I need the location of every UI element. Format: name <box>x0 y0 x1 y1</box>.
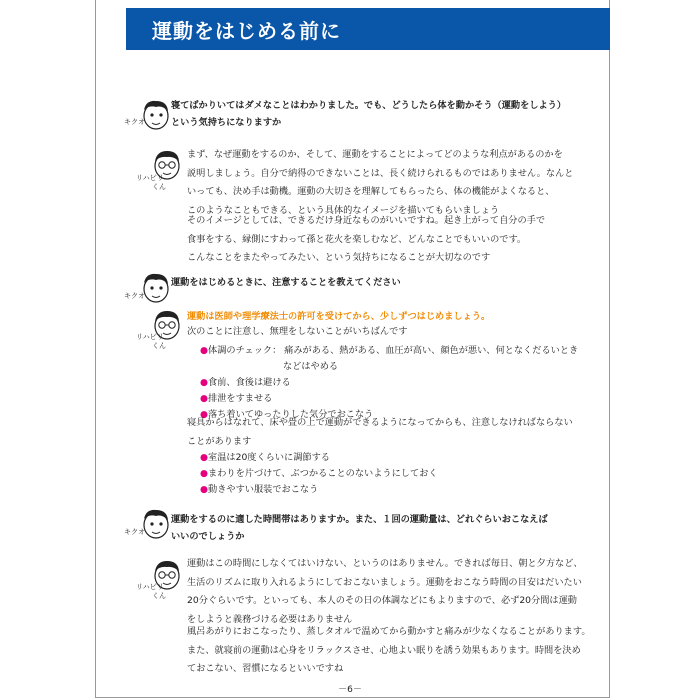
answer-2-intro: 次のことに注意し、無理をしないことがいちばんです <box>187 326 408 337</box>
kikuo-label: キクオ <box>124 528 145 536</box>
bullet-icon: ● <box>200 377 209 388</box>
bullet-icon: ● <box>200 452 209 463</box>
list-item: ●排泄をすませる <box>200 393 273 404</box>
rihabiri-label: リハビリ <box>136 174 164 182</box>
rihabiri-label-suffix: くん <box>152 342 166 350</box>
list-item: ●動きやすい服装でおこなう <box>200 484 319 495</box>
kikuo-label: キクオ <box>124 118 145 126</box>
page-number: －6－ <box>338 685 362 695</box>
bullet-icon: ● <box>200 393 209 404</box>
question-1: 寝てばかりいてはダメなことはわかりました。でも、どうしたら体を動かそう（運動をしよう） という気持ちになりますか <box>171 100 567 128</box>
rihabiri-label-suffix: くん <box>152 183 166 191</box>
bullet-icon: ● <box>200 409 209 420</box>
list-item-continuation: などはやめる <box>283 361 339 372</box>
kikuo-face-icon <box>136 96 172 132</box>
section-header <box>126 8 610 50</box>
rihabiri-label-suffix: くん <box>152 592 166 600</box>
answer-3-paragraph-2: 風呂あがりにおこなったり、蒸しタオルで温めてから動かすと痛みが少なくなることがあります。 また、就寝前の運動は心身をリラックスさせ、心地よい眠りを誘う効果もあります。時間を決め ておこない、習慣になるといいですね <box>187 626 591 674</box>
list-item: ●室温は20度くらいに調節する <box>200 452 330 463</box>
list-item: ●体調のチェック： 痛みがある、熱がある、血圧が高い、顔色が悪い、何となくだるいとき <box>200 345 579 356</box>
answer-1-paragraph-2: そのイメージとしては、できるだけ身近なものがいいですね。起き上がって自分の手で 食事をする、縁側にすわって孫と花火を楽しむなど、どんなことでもいいのです。 こんなことをまたやってみたい、という気持ちになることが大切なのです <box>187 215 546 263</box>
bullet-icon: ● <box>200 468 209 479</box>
answer-2-highlight: 運動は医師や理学療法士の許可を受けてから、少しずつはじめましょう。 <box>187 311 491 322</box>
bullet-icon: ● <box>200 484 209 495</box>
question-3: 運動をするのに適した時間帯はありますか。また、１回の運動量は、どれぐらいおこなえば いいのでしょうか <box>171 514 548 542</box>
kikuo-label: キクオ <box>124 292 145 300</box>
rihabiri-label: リハビリ <box>136 583 164 591</box>
question-2: 運動をはじめるときに、注意することを教えてください <box>171 277 401 288</box>
answer-1-paragraph-1: まず、なぜ運動をするのか、そして、運動をすることによってどのような利点があるのかを 説明しましょう。自分で納得のできないことは、長く続けられるものではありません。なんと いっても、決め手は動機。運動の大切さを理解してもらったら、体の機能がよくなると、 このようなこともできる、という具体的なイメージを描いてもらいましょう <box>187 149 574 216</box>
answer-2-paragraph: 寝具からはなれて、床や畳の上で運動ができるようになってからも、注意しなければならない ことがあります <box>187 417 573 447</box>
bullet-icon: ● <box>200 345 209 356</box>
list-item: ●食前、食後は避ける <box>200 377 291 388</box>
page-title: 運動をはじめる前に <box>152 19 341 43</box>
rihabiri-label: リハビリ <box>136 333 164 341</box>
list-item: ●まわりを片づけて、ぶつかることのないようにしておく <box>200 468 438 479</box>
answer-3-paragraph-1: 運動はこの時間にしなくてはいけない、というのはありません。できれば毎日、朝と夕方など、 生活のリズムに取り入れるようにしておこないましょう。運動をおこなう時間の目安はだいたい 20分ぐらいです。といっても、本人のその日の体調などにもよりますので、必ず20分間は運動 をしようと義務づける必要はありません <box>187 558 583 625</box>
list-item: ●落ち着いてゆったりした気分でおこなう <box>200 409 374 420</box>
